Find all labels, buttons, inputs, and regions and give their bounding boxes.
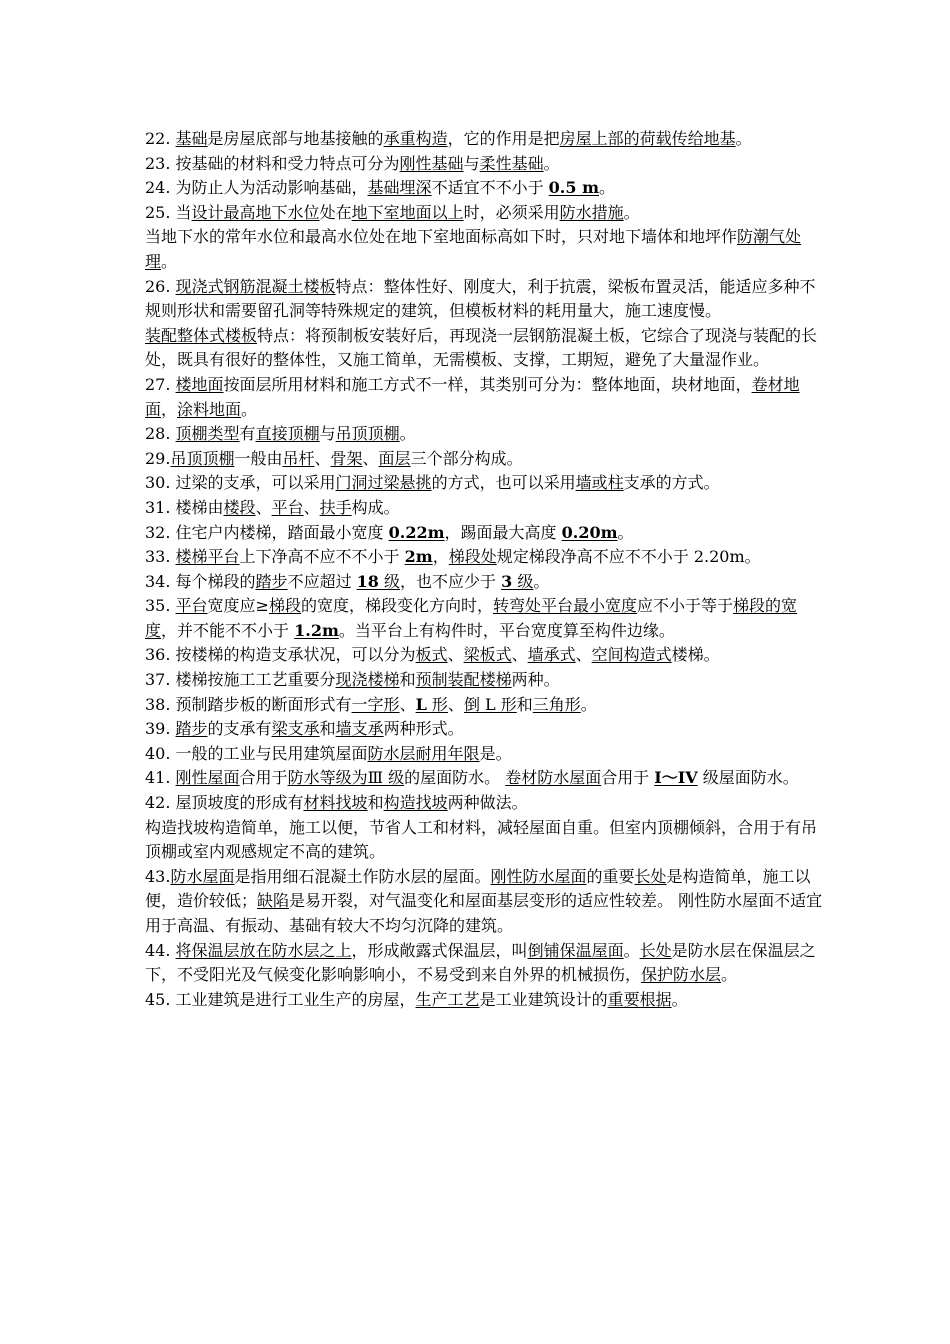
underlined-term: 门洞过梁悬挑 [335,473,432,493]
underlined-term: 顶棚类型 [175,424,240,444]
underlined-term: 承重构造 [383,129,448,148]
text-segment: 、 [575,645,592,665]
underlined-term: 吊杆 [282,448,315,468]
underlined-term: 梯段的宽度 [145,596,798,640]
text-segment: 一般由 [234,448,283,468]
text-segment: 40. 一般的工业与民用建筑屋面 [145,743,368,763]
paragraph-p22 [145,127,825,152]
text-segment: 44. [145,940,176,960]
paragraph-p39 [145,717,825,742]
underlined-term: 倒铺保温屋面 [527,940,624,960]
text-segment: 是防水层在保温层之下，不受阳光及气候变化影响影响小，不易受到来自外界的机械损伤， [145,940,816,985]
text-segment: 合用于 [239,768,288,788]
underlined-term: 生产工艺 [415,989,480,1009]
text-segment: 三个部分构成。 [410,448,523,468]
text-segment: 。 [543,153,560,173]
underlined-term: 卷材地面 [145,374,800,419]
paragraph-p37 [145,668,825,693]
text-segment: 42. 屋顶坡度的形成有 [145,793,304,813]
paragraph-p30 [145,471,825,496]
text-segment: 和 [319,719,336,739]
underlined-term: 一字形 [351,694,400,714]
underlined-term: 0.22m [388,522,445,542]
text-segment: 28. [145,424,176,444]
paragraph-p40 [145,742,825,767]
text-segment: 、 [314,448,331,468]
underlined-term: L [415,694,427,714]
paragraph-p35 [145,594,825,643]
underlined-term: 扶手 [319,497,352,517]
text-segment: 的重要 [586,866,635,886]
paragraph-p25b [145,225,825,274]
paragraph-p44 [145,939,825,988]
text-segment: 33. [145,547,176,567]
text-segment: 两种做法。 [447,793,528,813]
paragraph-p32 [145,521,825,546]
text-segment: 、 [447,694,464,714]
paragraph-p31 [145,496,825,521]
underlined-term: 梯段处 [448,547,497,567]
text-segment: 30. 过梁的支承，可以采用 [145,473,336,493]
underlined-term: 地下室地面以上 [351,202,464,222]
paragraph-p25 [145,201,825,226]
text-segment: 22. [145,129,176,148]
underlined-term: 面层 [378,448,411,468]
underlined-term: 墙支承 [335,719,384,739]
underlined-term: 吊顶顶棚 [335,424,400,444]
text-segment: ，它的作用是把 [447,129,560,148]
paragraph-p43 [145,865,825,939]
text-segment: 。 [533,571,550,591]
text-segment: 。 [671,989,688,1009]
underlined-term: 2m [404,547,433,567]
paragraph-p27 [145,373,825,422]
text-segment: 与 [463,153,480,173]
paragraph-p26b [145,324,825,373]
underlined-term: 转弯处平台最小宽度 [493,596,638,616]
text-segment: 时，必须采用 [463,202,560,222]
text-segment: 合用于 [601,768,655,788]
text-segment: 的支承有 [207,719,272,739]
text-segment: 和 [399,670,416,690]
paragraph-p42b [145,816,825,865]
text-segment: 是。 [479,743,512,763]
underlined-term: 吊顶顶棚 [170,448,235,468]
underlined-term: 梁支承 [271,719,320,739]
underlined-term: 倒 L 形 [463,694,517,714]
text-segment: 规定梯段净高不应不不小于 2.20m。 [496,547,761,567]
text-segment: 宽度应≥ [207,596,269,616]
text-segment: 34. 每个梯段的 [145,571,256,591]
text-segment: 。 [623,940,640,960]
text-segment: 和 [516,694,533,714]
underlined-term: 防潮气处理 [145,227,802,271]
underlined-term: 梁板式 [463,645,512,665]
paragraph-p28 [145,422,825,447]
text-segment: 两种。 [511,670,560,690]
text-segment: 23. 按基础的材料和受力特点可分为 [145,153,400,173]
underlined-term: 现浇式钢筋混凝土楼板 [175,276,336,296]
text-segment: 35. [145,596,176,616]
underlined-term: 3 [501,571,513,591]
text-segment: 构成。 [351,497,400,517]
underlined-term: 刚性基础 [399,153,464,173]
underlined-term: 刚性屋面 [175,768,240,788]
underlined-term: 形 [426,694,448,714]
underlined-term: 卷材防水屋面 [505,768,602,788]
text-segment: 。当平台上有构件时，平台宽度算至构件边缘。 [338,620,675,640]
underlined-term: 基础 [175,129,208,148]
underlined-term: 0.5 m [548,178,599,198]
text-segment: 不应超过 [287,571,357,591]
text-segment: 两种形式。 [383,719,464,739]
paragraph-p33 [145,545,825,570]
underlined-term: 墙或柱 [575,473,624,493]
underlined-term: 现浇楼梯 [335,670,400,690]
text-segment: 。 [241,399,258,419]
text-segment: 级屋面防水。 [697,768,799,788]
text-segment: ，并不能不不小于 [161,620,295,640]
underlined-term: 梯段 [268,596,301,616]
text-segment: ， [161,399,178,419]
text-segment: 是构造简单，施工以便，造价较低； [145,866,811,911]
text-segment: 不适宜不不小于 [431,178,549,198]
text-segment: 24. 为防止人为活动影响基础， [145,178,368,198]
underlined-term: 柔性基础 [479,153,544,173]
text-segment: 。 [399,424,416,444]
underlined-term: 1.2m [294,620,339,640]
text-segment: 31. 楼梯由 [145,497,224,517]
text-segment: 、 [303,497,320,517]
text-segment: 、 [255,497,272,517]
text-segment: 处在 [319,202,352,222]
text-segment: 39. [145,719,176,739]
underlined-term: 刚性防水屋面 [490,866,587,886]
text-segment: 。 [599,178,616,198]
text-segment: 43. [145,866,171,886]
text-segment: 、 [399,694,416,714]
text-segment: 。 [580,694,597,714]
underlined-term: 长处 [634,866,667,886]
underlined-term: 楼梯平台 [175,547,240,567]
text-segment: 32. 住宅户内楼梯，踏面最小宽度 [145,522,389,542]
underlined-term: 构造找坡 [383,793,448,813]
paragraph-p26 [145,275,825,324]
text-segment: 27. [145,374,176,394]
text-segment: 应不小于等于 [637,596,734,616]
underlined-term: 长处 [639,940,672,960]
text-segment: 41. [145,768,176,788]
paragraph-p34 [145,570,825,595]
underlined-term: 预制装配楼梯 [415,670,512,690]
underlined-term: 板式 [415,645,448,665]
text-segment: 。 [735,129,752,148]
text-segment: 38. 预制踏步板的断面形式有 [145,694,352,714]
text-segment: 是工业建筑设计的 [479,989,608,1009]
underlined-term: 墙承式 [527,645,576,665]
underlined-term: 防水屋面 [170,866,235,886]
text-segment: ，踢面最大高度 [444,522,562,542]
text-segment: 。 [161,251,178,271]
text-segment: 的宽度，梯段变化方向时， [300,596,493,616]
text-segment: 有 [239,424,256,444]
text-segment: 36. 按楼梯的构造支承状况，可以分为 [145,645,416,665]
underlined-term: 楼段 [223,497,256,517]
text-segment: 、 [447,645,464,665]
underlined-term: 踏步 [255,571,288,591]
paragraph-p29 [145,447,825,472]
underlined-term: 骨架 [330,448,363,468]
text-segment: ， [432,547,449,567]
underlined-term: 空间构造式 [591,645,672,665]
underlined-term: I～IV [654,768,698,788]
paragraph-p38 [145,693,825,718]
underlined-term: 防水措施 [559,202,624,222]
text-segment: ，形成敞露式保温层，叫 [351,940,528,960]
paragraph-p42 [145,791,825,816]
underlined-term: 平台 [271,497,304,517]
text-segment: 的屋面防水。 [404,768,506,788]
underlined-term: 踏步 [175,719,208,739]
underlined-term: 涂料地面 [177,399,242,419]
text-segment: 、 [362,448,379,468]
underlined-term: 0.20m [561,522,618,542]
underlined-term: 楼地面 [175,374,224,394]
text-segment: 37. 楼梯按施工工艺重要分 [145,670,336,690]
text-segment: 、 [511,645,528,665]
text-segment: 。 [623,202,640,222]
underlined-term: 缺陷 [257,891,290,911]
underlined-term: 直接顶棚 [255,424,320,444]
underlined-term: 级 [512,571,534,591]
text-segment: 的方式，也可以采用 [431,473,576,493]
underlined-term: 将保温层放在防水层之上 [175,940,352,960]
text-segment: 是指用细石混凝土作防水层的屋面。 [234,866,491,886]
underlined-term: 级 [378,571,401,591]
paragraph-p24 [145,176,825,201]
underlined-term: 防水等级为Ⅲ 级 [287,768,405,788]
text-segment: 。 [721,965,738,985]
underlined-term: 三角形 [532,694,581,714]
underlined-term: 平台 [175,596,208,616]
paragraph-p23 [145,152,825,177]
paragraph-p41 [145,766,825,791]
underlined-term: 防水层耐用年限 [367,743,480,763]
text-segment: 和 [367,793,384,813]
underlined-term: 设计最高地下水位 [191,202,320,222]
text-segment: 特点：将预制板安装好后，再现浇一层钢筋混凝土板，它综合了现浇与装配的长处，既具有很好的整体性，又施工简单，无需模板、支撑，工期短，避免了大量湿作业。 [145,325,818,370]
text-segment: 当地下水的常年水位和最高水位处在地下室地面标高如下时，只对地下墙体和地坪作 [145,227,738,247]
underlined-term: 重要根据 [607,989,672,1009]
text-segment: 45. 工业建筑是进行工业生产的房屋， [145,989,416,1009]
text-segment: 上下净高不应不不小于 [239,547,405,567]
underlined-term: 装配整体式楼板 [145,325,258,345]
underlined-term: 基础埋深 [367,178,432,198]
text-segment: ，也不应少于 [400,571,502,591]
underlined-term: 保护防水层 [641,965,722,985]
text-segment: 楼梯。 [671,645,720,665]
text-segment: 按面层所用材料和施工方式不一样，其类别可分为：整体地面，块材地面， [223,374,752,394]
document-body [145,127,825,1012]
paragraph-p45 [145,988,825,1013]
underlined-term: 材料找坡 [303,793,368,813]
text-segment: 是易开裂，对气温变化和屋面基层变形的适应性较差。 刚性防水屋面不适宜用于高温、有振动、基础有较大不均匀沉降的建筑。 [145,891,823,935]
text-segment: 与 [319,424,336,444]
text-segment: 。 [617,522,634,542]
text-segment: 25. 当 [145,202,192,222]
text-segment: 是房屋底部与地基接触的 [207,129,384,148]
text-segment: 特点：整体性好、刚度大，利于抗震，梁板布置灵活，能适应多种不规则形状和需要留孔洞等特殊规定的建筑，但模板材料的耗用量大，施工速度慢。 [145,276,816,321]
text-segment: 支承的方式。 [623,473,720,493]
text-segment: 构造找坡构造简单，施工以便，节省人工和材料，减轻屋面自重。但室内顶棚倾斜，合用于有吊顶棚或室内观感规定不高的建筑。 [145,817,818,862]
underlined-term: 房屋上部的荷载传给地基 [559,129,736,148]
text-segment: 29. [145,448,171,468]
paragraph-p36 [145,643,825,668]
text-segment: 26. [145,276,176,296]
underlined-term: 18 [356,571,379,591]
